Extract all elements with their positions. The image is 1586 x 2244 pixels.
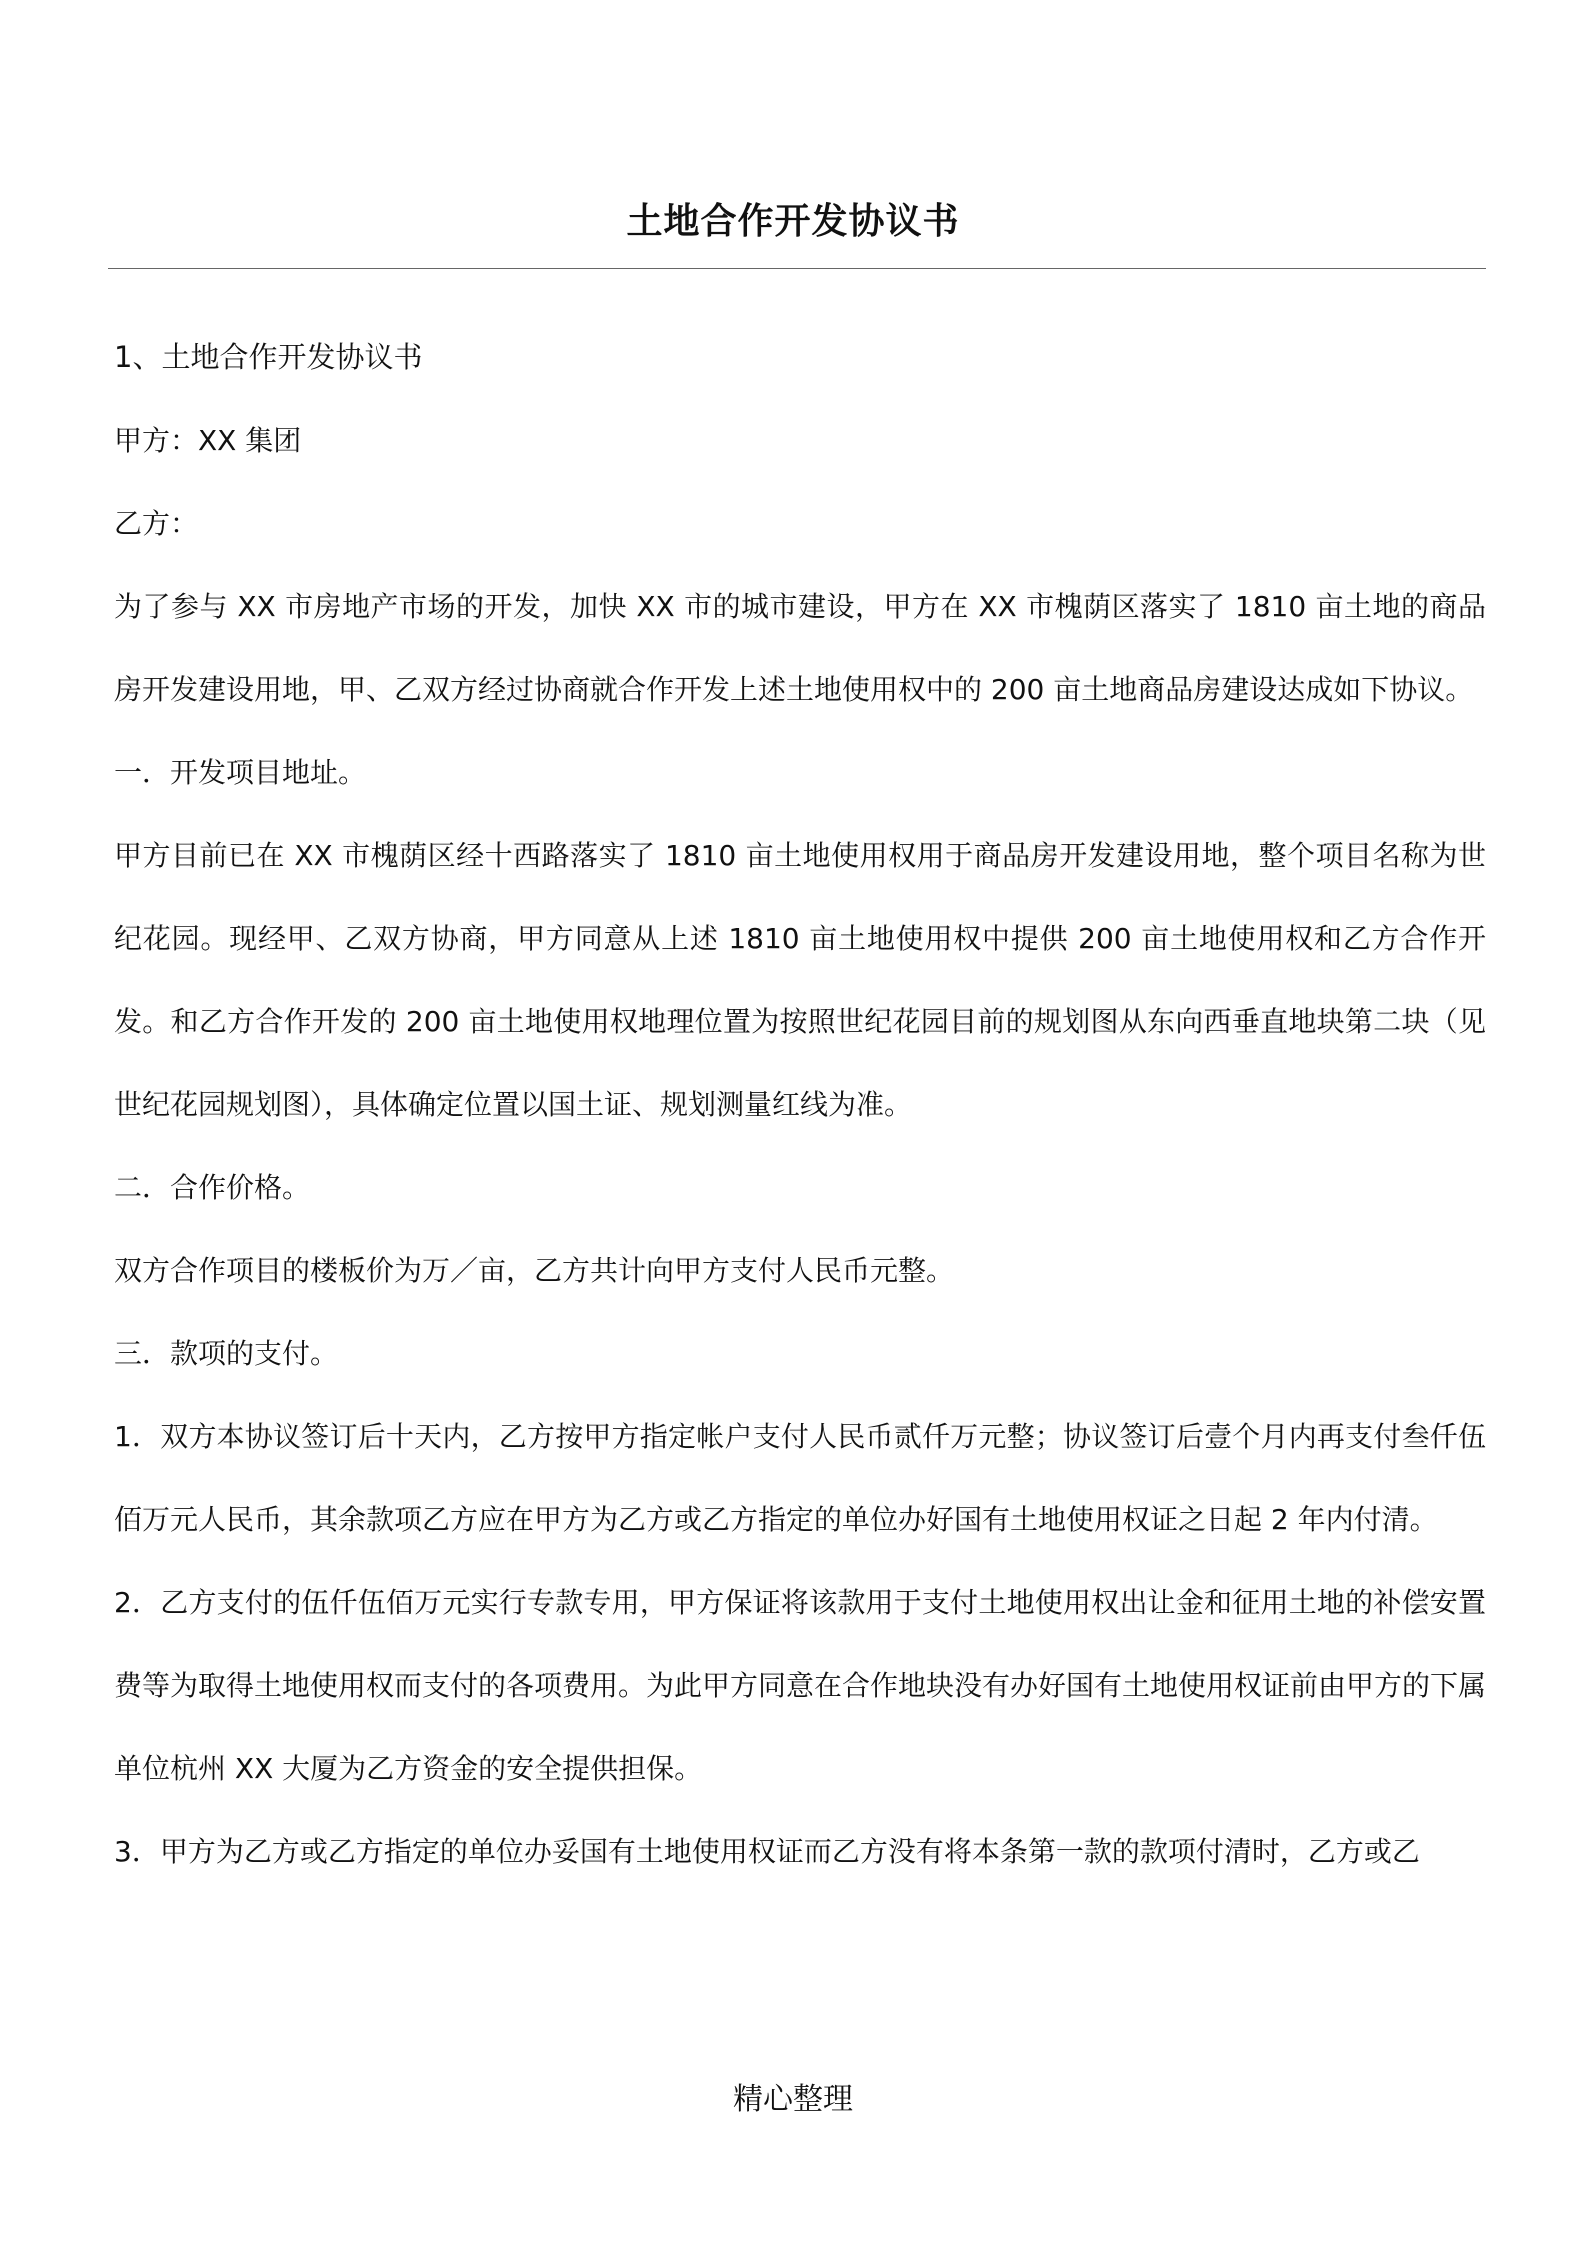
clause-heading-1: 一．开发项目地址。	[114, 756, 367, 789]
party-b-line: 乙方：	[114, 507, 199, 540]
preamble-paragraph: 为了参与 XX 市房地产市场的开发，加快 XX 市的城市建设，甲方在 XX 市槐荫区落实了 1810 亩土地的商品房开发建设用地，甲、乙双方经过协商就合作开发上述土地使用权中的 200 亩土地商品房建设达成如下协议。	[114, 590, 1486, 706]
payment-item-1: 1．双方本协议签订后十天内，乙方按甲方指定帐户支付人民币贰仟万元整；协议签订后壹个月内再支付叁仟伍佰万元人民币，其余款项乙方应在甲方为乙方或乙方指定的单位办好国有土地使用权证之日起 2 年内付清。	[114, 1420, 1486, 1536]
document-body	[114, 316, 1486, 1893]
clause-1-paragraph: 甲方目前已在 XX 市槐荫区经十西路落实了 1810 亩土地使用权用于商品房开发建设用地，整个项目名称为世纪花园。现经甲、乙双方协商，甲方同意从上述 1810 亩土地使用权中提供 200 亩土地使用权和乙方合作开发。和乙方合作开发的 200 亩土地使用权地理位置为按照世纪花园目前的规划图从东向西垂直地块第二块（见世纪花园规划图），具体确定位置以国土证、规划测量红线为准。	[114, 839, 1486, 1121]
page-footer: 精心整理	[733, 2082, 853, 2117]
clause-2-paragraph: 双方合作项目的楼板价为万／亩，乙方共计向甲方支付人民币元整。	[114, 1254, 955, 1287]
payment-item-2: 2．乙方支付的伍仟伍佰万元实行专款专用，甲方保证将该款用于支付土地使用权出让金和征用土地的补偿安置费等为取得土地使用权而支付的各项费用。为此甲方同意在合作地块没有办好国有土地使用权证前由甲方的下属单位杭州 XX 大厦为乙方资金的安全提供担保。	[114, 1586, 1487, 1785]
clause-heading-2: 二．合作价格。	[114, 1171, 311, 1204]
document-title: 土地合作开发协议书	[626, 201, 960, 242]
section-heading: 1、土地合作开发协议书	[114, 340, 423, 374]
clause-heading-3: 三．款项的支付。	[114, 1337, 339, 1370]
title-divider	[108, 268, 1486, 269]
party-a-line: 甲方：XX 集团	[114, 424, 302, 457]
payment-item-3: 3．甲方为乙方或乙方指定的单位办妥国有土地使用权证而乙方没有将本条第一款的款项付清时，乙方或乙	[114, 1835, 1420, 1868]
